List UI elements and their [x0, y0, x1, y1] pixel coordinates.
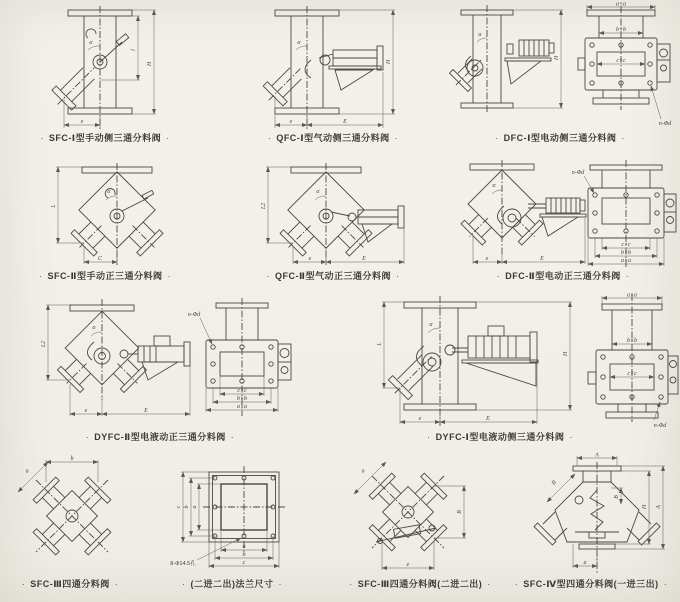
bolt-holes-label: 8-Φ14.5孔	[170, 561, 196, 567]
dim-label: α	[92, 325, 96, 331]
caption-dot: ·	[487, 579, 491, 589]
dimension-annotations	[547, 453, 665, 569]
dim-label: b	[70, 456, 74, 462]
caption-dot: ·	[267, 133, 272, 143]
caption-text: (二进二出)法兰尺寸	[190, 579, 274, 589]
dim-label: c	[242, 560, 246, 566]
dim-label: α	[89, 40, 93, 46]
caption-qfc2	[243, 269, 423, 282]
dim-label: b×b	[620, 250, 632, 256]
dim-label: E	[343, 119, 347, 125]
dim-label: a×a	[236, 404, 248, 410]
valve-outline	[459, 160, 545, 254]
dimension-annotations	[354, 462, 466, 570]
caption-sfc1	[15, 131, 195, 144]
caption-dot: ·	[625, 271, 630, 281]
dim-label: L	[377, 342, 383, 346]
dim-label: c×c	[621, 242, 631, 248]
dim-label: E	[486, 416, 490, 422]
caption-dot: ·	[230, 432, 235, 442]
caption-dot: ·	[395, 271, 400, 281]
dim-label: E	[144, 408, 148, 414]
caption-text: QFC-Ⅰ型气动侧三通分料阀	[276, 133, 390, 143]
dim-label: B	[614, 495, 620, 499]
caption-dot: ·	[40, 133, 44, 143]
caption-dot: ·	[166, 133, 170, 143]
caption-dot: ·	[114, 579, 119, 589]
flange-side-view	[578, 2, 672, 128]
caption-dot: ·	[621, 133, 625, 143]
dim-label: e	[485, 256, 489, 262]
dim-label: E	[540, 256, 544, 262]
caption-text: DFC-Ⅱ型电动正三通分料阀	[505, 271, 621, 281]
caption-dyfc1	[400, 430, 600, 443]
dim-label: e	[418, 416, 422, 422]
electric-motor	[505, 40, 554, 84]
caption-dot: ·	[21, 579, 26, 589]
dim-label: A	[656, 505, 662, 509]
dim-label: B	[550, 479, 558, 487]
figure-sfc1-drawing	[22, 4, 207, 132]
dim-label: α	[316, 189, 320, 195]
figure-sfc2-drawing	[22, 162, 207, 267]
caption-dot: ·	[85, 432, 90, 442]
caption-dot: ·	[349, 579, 353, 589]
dim-label: l	[131, 49, 137, 51]
figure-sfc3-drawing	[8, 452, 143, 574]
dim-label: a	[24, 468, 31, 475]
caption-text: QFC-Ⅱ型气动正三通分料阀	[275, 271, 391, 281]
dim-label: b×b	[615, 27, 627, 33]
figure-dfc1-drawing	[435, 2, 680, 134]
figure-flange-drawing	[165, 458, 310, 574]
dim-label: α	[492, 183, 496, 189]
caption-dot: ·	[514, 579, 519, 589]
caption-text: DYFC-Ⅰ型电液动侧三通分料阀	[435, 432, 565, 442]
dim-label: L2	[261, 202, 267, 210]
caption-dot: ·	[394, 133, 399, 143]
valve-outline	[259, 6, 339, 130]
dimension-annotations	[18, 456, 98, 492]
caption-dot: ·	[182, 579, 186, 589]
dim-label: C	[97, 256, 103, 262]
caption-dfc1	[470, 131, 650, 144]
figure-qfc1-drawing	[235, 4, 430, 132]
valve-outline	[447, 5, 513, 114]
caption-dot: ·	[663, 579, 668, 589]
flange-side-view	[572, 160, 676, 268]
dim-label: a×a	[620, 258, 632, 264]
dim-label: c×c	[237, 388, 247, 394]
dim-label: L	[51, 204, 57, 208]
caption-sfc3	[0, 577, 140, 590]
dimension-annotations	[477, 10, 563, 108]
caption-dot: ·	[569, 432, 573, 442]
figure-qfc2-drawing	[238, 162, 428, 267]
caption-dfc2	[473, 269, 653, 282]
dim-label: α	[478, 32, 482, 38]
valve-outline	[55, 299, 148, 400]
flange-side-view	[188, 298, 291, 416]
hydraulic-actuator	[120, 336, 190, 380]
dim-label: e	[84, 408, 88, 414]
caption-qfc1	[243, 131, 423, 144]
caption-dyfc2	[60, 430, 260, 443]
dim-label: a	[360, 468, 367, 475]
caption-sfc3b	[335, 577, 505, 590]
dim-label: b×b	[236, 396, 248, 402]
dim-label: b	[184, 505, 190, 509]
dim-label: a	[192, 505, 198, 509]
dim-label: H	[642, 504, 648, 510]
dim-label: a×a	[615, 1, 627, 8]
valve-outline	[48, 6, 132, 130]
caption-dot: ·	[39, 271, 43, 281]
dim-label: α	[107, 189, 111, 195]
dimension-annotations	[170, 472, 279, 568]
dim-label: n-Φd	[571, 170, 585, 176]
dimension-annotations	[41, 305, 190, 416]
dim-label: a	[242, 544, 246, 550]
dim-label: E	[362, 256, 366, 262]
dim-label: e	[289, 119, 293, 125]
dim-label: c	[176, 505, 182, 509]
hydraulic-actuator	[445, 326, 538, 386]
dim-label: B	[457, 510, 463, 514]
figure-dyfc2-drawing	[20, 296, 300, 424]
dim-label: e	[80, 119, 84, 125]
caption-text: SFC-Ⅲ四通分料阀(二进二出)	[357, 579, 483, 589]
dim-label: b×b	[626, 338, 638, 344]
flange-outline	[203, 466, 285, 552]
caption-dot: ·	[496, 271, 501, 281]
dim-label: a×a	[626, 292, 638, 299]
dim-label: H	[554, 55, 560, 61]
caption-sfc4	[502, 577, 680, 590]
figure-sfc3b-drawing	[340, 450, 490, 576]
dim-label: c×c	[627, 371, 637, 377]
caption-text: DFC-Ⅰ型电动侧三通分料阀	[503, 133, 617, 143]
caption-dot: ·	[266, 271, 271, 281]
dim-label: α	[429, 322, 433, 328]
valve-outline	[369, 473, 447, 551]
caption-text: SFC-Ⅱ型手动正三通分料阀	[47, 271, 163, 281]
dimension-annotations	[64, 10, 156, 128]
dim-label: e	[308, 256, 312, 262]
dim-label: b	[242, 552, 246, 558]
caption-flange	[162, 577, 302, 590]
dimension-annotations	[261, 167, 404, 264]
caption-dot: ·	[278, 579, 282, 589]
caption-sfc2	[15, 269, 195, 282]
dim-label: e	[406, 562, 410, 568]
dim-label: n-Φd	[653, 423, 667, 429]
dim-label: H	[386, 59, 392, 65]
dim-label: n-Φd	[187, 312, 201, 318]
dim-label: H	[563, 351, 569, 357]
figure-dyfc1-drawing	[340, 292, 678, 430]
figure-dfc2-drawing	[430, 158, 678, 270]
caption-text: DYFC-Ⅱ型电液动正三通分料阀	[94, 432, 226, 442]
figure-sfc4-drawing	[515, 452, 675, 578]
flange-side-view	[588, 293, 678, 430]
dim-label: H	[147, 61, 153, 67]
dim-label: A	[595, 452, 599, 459]
pneumatic-cylinder	[329, 46, 383, 90]
pneumatic-cylinder	[348, 206, 404, 242]
caption-text: SFC-Ⅰ型手动侧三通分料阀	[48, 133, 162, 143]
dim-label: a	[583, 560, 587, 566]
caption-dot: ·	[495, 133, 499, 143]
caption-text: SFC-Ⅳ型四通分料阀(一进三出)	[523, 579, 659, 589]
caption-text: SFC-Ⅲ四通分料阀	[30, 579, 110, 589]
dim-label: c×c	[616, 58, 626, 64]
dim-label: L2	[41, 340, 47, 348]
dim-label: n-Φd	[658, 121, 672, 127]
caption-dot: ·	[427, 432, 431, 442]
dim-label: α	[297, 40, 301, 46]
valve-outline	[33, 477, 111, 555]
caption-dot: ·	[167, 271, 171, 281]
